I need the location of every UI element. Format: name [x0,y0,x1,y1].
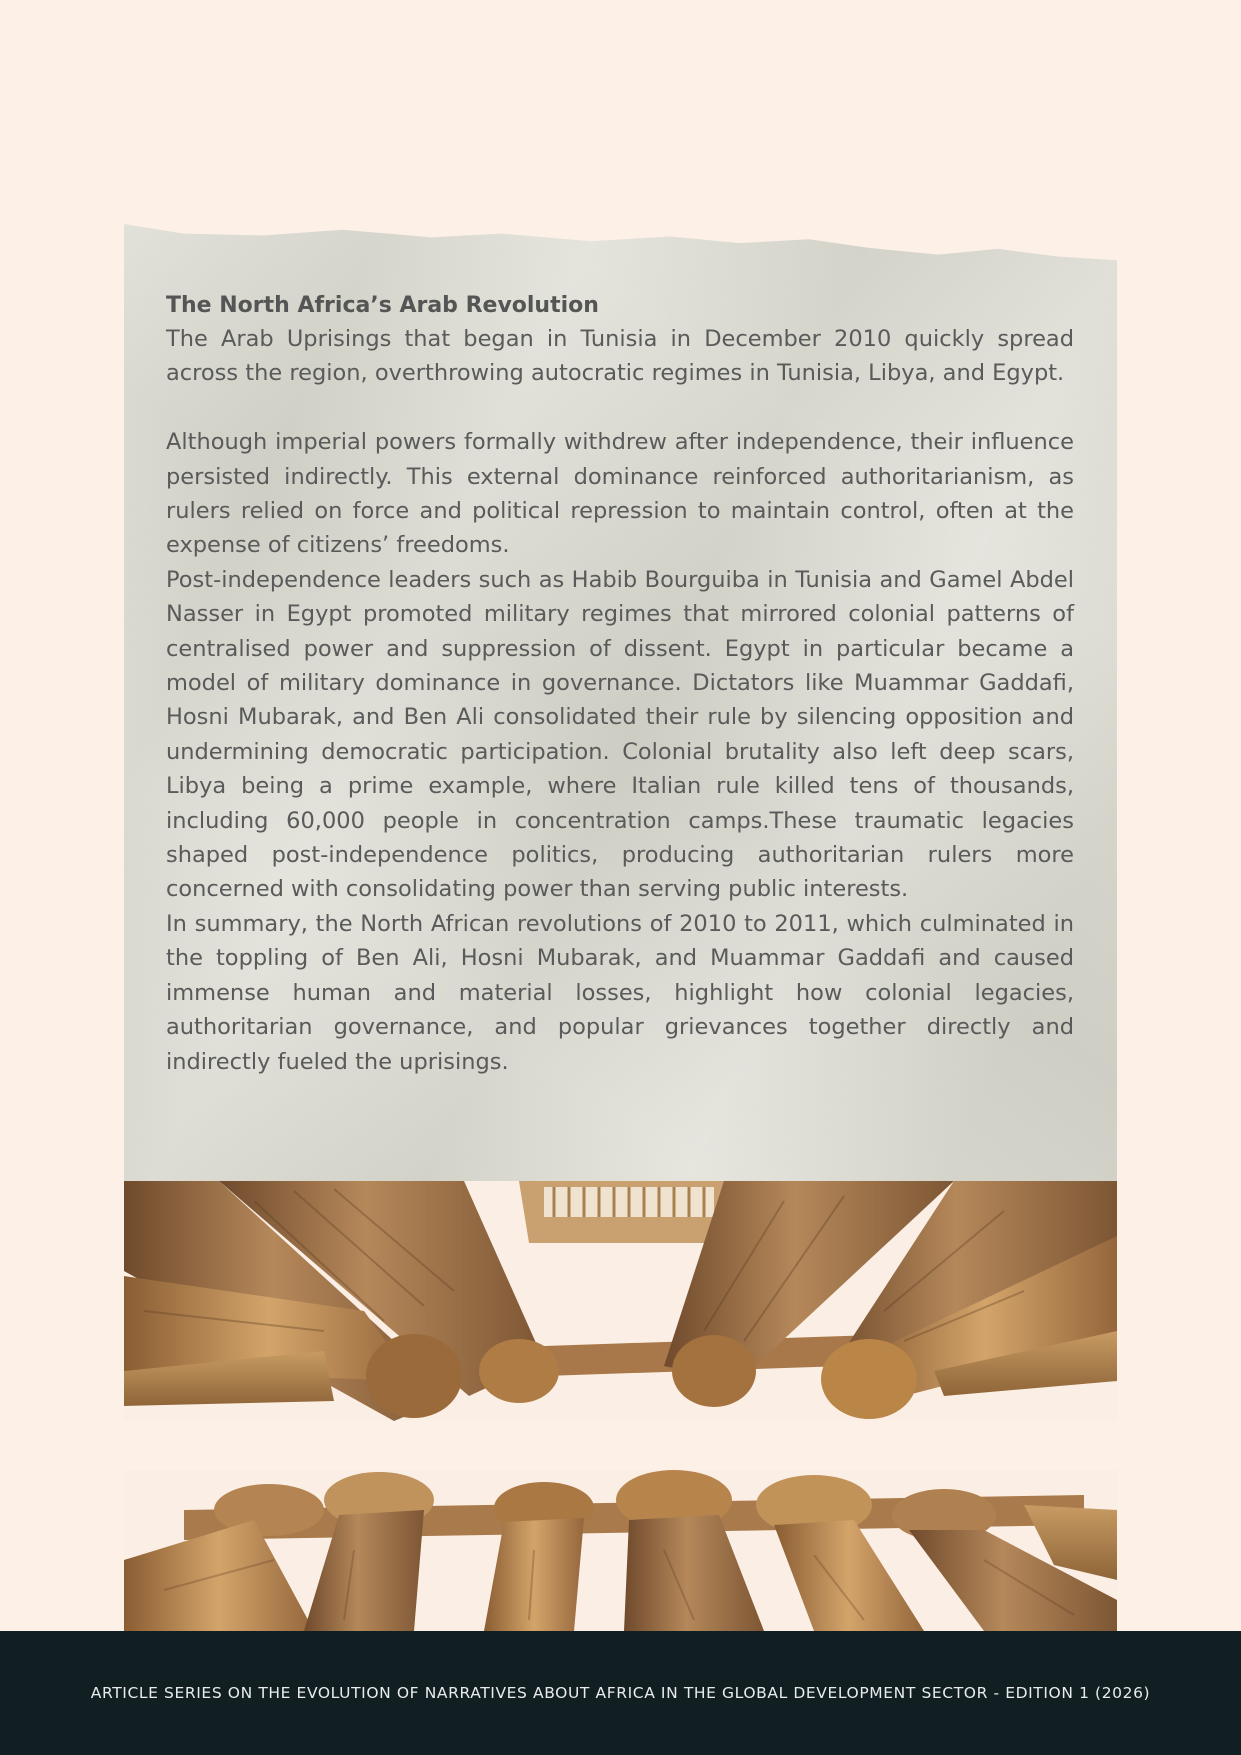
article-paragraph-2: Although imperial powers formally withdrew after independence, their influence persisted indirectly. This external dominance reinforced authoritarianism, as rulers relied on force and political repression to maintain control, often at the expense of citizens’ freedoms. [166,429,1074,559]
article-paragraph-3: Post-independence leaders such as Habib Bourguiba in Tunisia and Gamel Abdel Nasser in Egypt promoted military regimes that mirrored colonial patterns of centralised power and suppression of dissent. Egypt in particular became a model of military dominance in governance. Dictators like Muammar Gaddafi, Hosni Mubarak, and Ben Ali consolidated their rule by silencing opposition and undermining democratic participation. Colonial brutality also left deep scars, Libya being a prime example, where Italian rule killed tens of thousands, including 60,000 people in concentration camps.These traumatic legacies shaped post-independence politics, producing authoritarian rulers more concerned with consolidating power than serving public interests. [166,566,1074,903]
article-paragraph-4: In summary, the North African revolutions of 2010 to 2011, which culminated in the toppling of Ben Ali, Hosni Mubarak, and Muammar Gaddafi and caused immense human and material losses, highlight how colonial legacies, authoritarian governance, and popular grievances together directly and indirectly fueled the uprisings. [166,910,1074,1075]
footer-bar [0,1631,1241,1755]
article-heading: The North Africa’s Arab Revolution [166,293,599,318]
temple-columns-photo-top [124,1181,1117,1421]
temple-columns-illustration-top [124,1181,1117,1421]
article-paragraph-1: The Arab Uprisings that began in Tunisia in December 2010 quickly spread across the region, overthrowing autocratic regimes in Tunisia, Libya, and Egypt. [166,326,1074,387]
footer-series-title: ARTICLE SERIES ON THE EVOLUTION OF NARRATIVES ABOUT AFRICA IN THE GLOBAL DEVELOPMENT SECTOR - EDITION 1 (2026) [90,1684,1151,1702]
temple-columns-photo-bottom [124,1470,1117,1631]
article-body [166,290,1074,1079]
temple-columns-illustration-bottom [124,1470,1117,1631]
